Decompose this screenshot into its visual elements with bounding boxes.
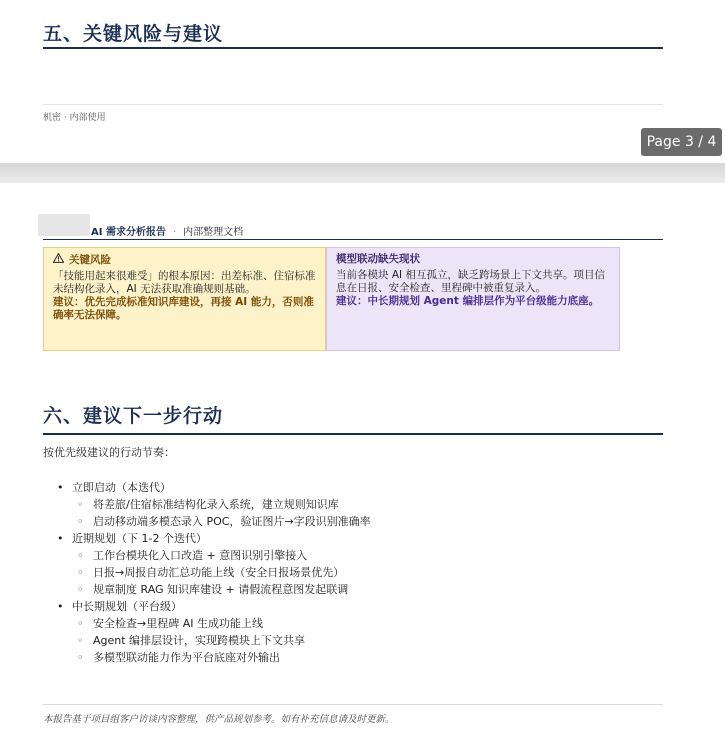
warning-icon: [53, 253, 64, 267]
risk-card-body: 「技能用起来很难受」的根本原因：出差标准、住宿标准未结构化录入，AI 无法获取准确规则基础。: [53, 270, 316, 295]
page-footer-rule: [43, 104, 663, 105]
risk-card-title-row: [53, 253, 316, 267]
doc-type: 内部整理文档: [183, 227, 244, 238]
current-page: [0, 183, 725, 742]
model-linkage-card-advice: 建议：中长期规划 Agent 编排层作为平台级能力底座。: [336, 295, 600, 307]
header-rule: [43, 239, 663, 240]
list-item: ◦ 工作台模块化入口改造 + 意图识别引擎接入: [43, 547, 643, 564]
footer-rule: [43, 704, 663, 705]
list-item: ◦ Agent 编排层设计，实现跨模块上下文共享: [43, 632, 643, 649]
section-5-title: 五、关键风险与建议: [43, 23, 224, 45]
list-item: ◦ 安全检查→里程碑 AI 生成功能上线: [43, 615, 643, 632]
section-6-title: 六、建议下一步行动: [43, 405, 224, 427]
previous-page: [0, 0, 725, 163]
confidential-label: 机密 · 内部使用: [43, 113, 106, 123]
risk-card: [43, 247, 326, 351]
footer-note: 本报告基于项目组客户访谈内容整理，供产品规划参考。如有补充信息请及时更新。: [43, 714, 395, 725]
model-linkage-card-body: 当前各模块 AI 相互孤立，缺乏跨场景上下文共享。项目信息在日报、安全检查、里程碑中被重复录入。: [336, 269, 605, 294]
header-separator: ·: [172, 227, 177, 238]
plan-phase-near-term: • 近期规划（下 1-2 个迭代）: [43, 530, 643, 547]
page-indicator: Page 3 / 4: [641, 128, 722, 156]
list-item: ◦ 日报→周报自动汇总功能上线（安全日报场景优先）: [43, 564, 643, 581]
list-item: ◦ 规章制度 RAG 知识库建设 + 请假流程意图发起联调: [43, 581, 643, 598]
model-linkage-card-title: 模型联动缺失现状: [336, 253, 420, 265]
page-header: [91, 223, 243, 238]
blurred-logo: [38, 214, 90, 236]
page-gap: [0, 163, 725, 183]
list-item: ◦ 多模型联动能力作为平台底座对外输出: [43, 649, 643, 666]
action-plan-list: [43, 479, 643, 666]
doc-title: AI 需求分析报告: [91, 227, 166, 238]
list-item: ◦ 将差旅/住宿标准结构化录入系统，建立规则知识库: [43, 496, 643, 513]
plan-phase-immediate: • 立即启动（本迭代）: [43, 479, 643, 496]
section-5-rule: [43, 47, 663, 49]
section-6-intro: 按优先级建议的行动节奏：: [43, 446, 175, 459]
risk-card-advice: 建议：优先完成标准知识库建设，再接 AI 能力，否则准确率无法保障。: [53, 296, 314, 321]
list-item: ◦ 启动移动端多模态录入 POC，验证图片→字段识别准确率: [43, 513, 643, 530]
risk-card-title: 关键风险: [69, 254, 111, 266]
plan-phase-long-term: • 中长期规划（平台级）: [43, 598, 643, 615]
model-linkage-card: [326, 247, 620, 351]
section-6-rule: [43, 433, 663, 435]
